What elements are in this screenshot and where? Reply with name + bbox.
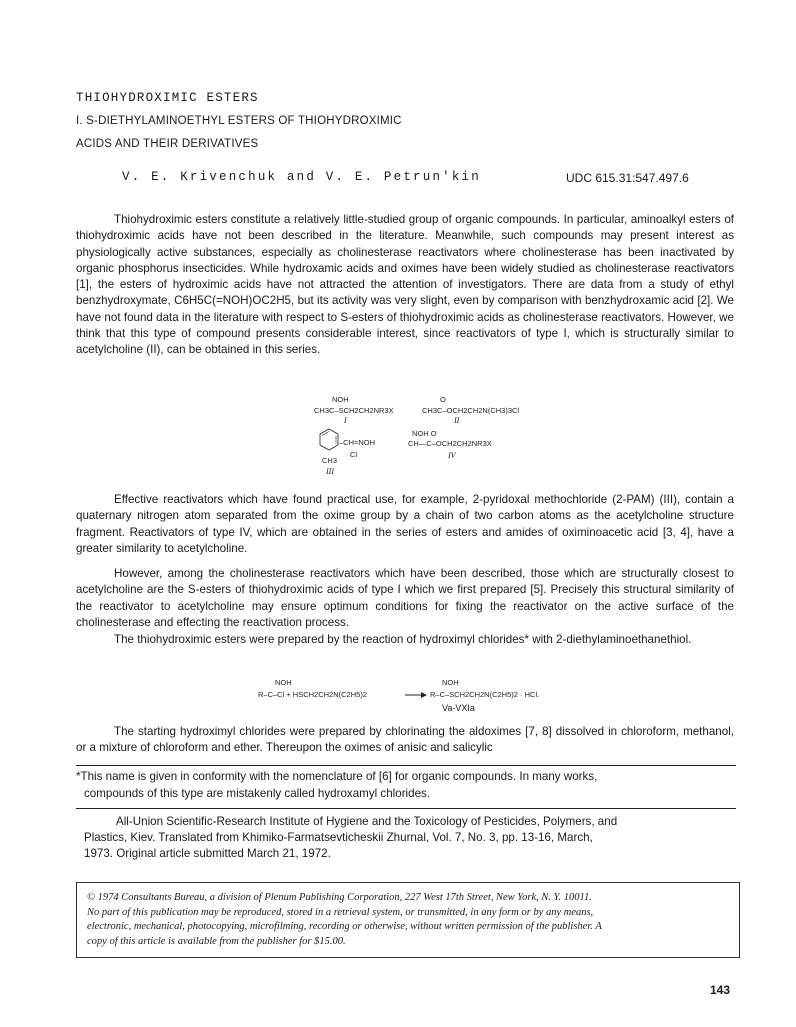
affiliation-line3: 1973. Original article submitted March 21, 1972. bbox=[84, 847, 331, 860]
paragraph-5-text: The starting hydroximyl chlorides were prepared by chlorinating the aldoximes [7, 8] dissolved in chloroform, methanol, or a mixture of chloroform and ether. Thereupon the oximes of anisic and salicylic bbox=[76, 725, 734, 755]
paragraph-1 bbox=[76, 212, 734, 359]
footnote-rule bbox=[76, 765, 736, 766]
paragraph-3 bbox=[76, 566, 734, 631]
paragraph-2-block bbox=[76, 492, 734, 557]
structure-3-label: III bbox=[326, 467, 334, 476]
reaction-arrow-icon bbox=[404, 691, 428, 699]
paragraph-1-text: Thiohydroximic esters constitute a relatively little-studied group of organic compounds. In particular, aminoalkyl esters of thiohydroximic acids have not been described in the literature. Meanwhile, such compounds may present interest as physiologically active substances, especially as cholinesterase reactivators where cholinesterase has been inactivated by organic phosphorus insecticides. While hydroxamic acids and oximes have been widely studied as cholinesterase reactivators [1], the esters of hydroximic acids have not attracted the attention of investigators. There are data from a study of ethyl benzhydroxymate, C6H5C(=NOH)OC2H5, but its activity was very slight, even by comparison with benzhydroxamic acid [2]. We have not found data in the literature with respect to S-esters of thiohydroximic acids as cholinesterase reactivators. However, we think that this type of compound presents considerable interest, since reactivators of type I, which is structurally similar to acetylcholine (II), can be obtained in this series. bbox=[76, 213, 734, 357]
structure-3-methyl: CH3 bbox=[322, 456, 338, 465]
reaction-right-top: NOH bbox=[442, 678, 459, 687]
reaction-left: R–C–Cl + HSCH2CH2N(C2H5)2 bbox=[258, 690, 367, 699]
udc-code: UDC 615.31:547.497.6 bbox=[566, 171, 689, 185]
affiliation-line2: Plastics, Kiev. Translated from Khimiko-Farmatsevticheskii Zhurnal, Vol. 7, No. 3, pp. 13-16, March, bbox=[84, 831, 593, 844]
reaction-left-top: NOH bbox=[275, 678, 292, 687]
reaction-scheme bbox=[258, 678, 578, 718]
page-number: 143 bbox=[710, 983, 731, 997]
paragraph-3-block bbox=[76, 566, 734, 631]
article-title: THIOHYDROXIMIC ESTERS bbox=[76, 91, 259, 105]
structure-1-top: NOH bbox=[332, 395, 349, 404]
paragraph-4-text: The thiohydroximic esters were prepared by the reaction of hydroximyl chlorides* with 2-diethylaminoethanethiol. bbox=[114, 633, 692, 646]
paragraph-2-text: Effective reactivators which have found practical use, for example, 2-pyridoxal methochloride (2-PAM) (III), contain a quaternary nitrogen atom separated from the oxime group by a chain of two carbon atoms as the acetylcholine structure fragment. Reactivators of type IV, which are obtained in the series of esters and amides of oximinoacetic acid [3, 4], have a greater similarity to acetylcholine. bbox=[76, 493, 734, 555]
article-subtitle-line1: I. S-DIETHYLAMINOETHYL ESTERS OF THIOHYDROXIMIC bbox=[76, 115, 402, 127]
structure-2: CH3C–OCH2CH2N(CH3)3Cl bbox=[422, 406, 520, 415]
copyright-box bbox=[76, 882, 740, 958]
structure-2-top: O bbox=[440, 395, 446, 404]
copyright-line4: copy of this article is available from the publisher for $15.00. bbox=[87, 935, 346, 947]
structure-4: CH—C–OCH2CH2NR3X bbox=[408, 439, 492, 448]
reaction-right: R–C–SCH2CH2N(C2H5)2 · HCl. bbox=[430, 690, 540, 699]
structure-3: –CH=NOH bbox=[339, 438, 376, 447]
paragraph-1-block bbox=[76, 212, 734, 359]
footnote-line1: *This name is given in conformity with the nomenclature of [6] for organic compounds. In many works, bbox=[76, 770, 598, 783]
pyridine-ring-icon bbox=[318, 428, 340, 454]
footnote-line2: compounds of this type are mistakenly called hydroxamyl chlorides. bbox=[84, 787, 431, 800]
paragraph-3-text: However, among the cholinesterase reactivators which have been described, those which are structurally closest to acetylcholine are the S-esters of thiohydroximic acids of type I which we first prepared [5]. Precisely this structural similarity of the reactivator to acetylcholine may ensure optimum conditions for fixing the reactivator on the active surface of the cholinesterase and effecting the reactivation process. bbox=[76, 567, 734, 629]
paragraph-4-block bbox=[76, 632, 734, 648]
affiliation-line1: All-Union Scientific-Research Institute of Hygiene and the Toxicology of Pesticides, Polymers, and bbox=[116, 815, 618, 828]
structure-1-label: I bbox=[344, 416, 347, 425]
structure-4-top: NOH O bbox=[412, 429, 437, 438]
paragraph-5 bbox=[76, 724, 734, 757]
copyright-line2: No part of this publication may be reproduced, stored in a retrieval system, or transmitted, in any form or by any means, bbox=[87, 906, 594, 918]
structure-2-label: II bbox=[454, 416, 460, 425]
article-subtitle-line2: ACIDS AND THEIR DERIVATIVES bbox=[76, 138, 259, 150]
structure-1: CH3C–SCH2CH2NR3X bbox=[314, 406, 394, 415]
authors: V. E. Krivenchuk and V. E. Petrun'kin bbox=[122, 170, 481, 184]
copyright-line1: © 1974 Consultants Bureau, a division of Plenum Publishing Corporation, 227 West 17th Street, New York, N. Y. 10011. bbox=[87, 892, 592, 903]
structure-4-label: IV bbox=[448, 451, 456, 460]
affiliation-rule bbox=[76, 808, 736, 809]
paragraph-5-block bbox=[76, 724, 734, 757]
paragraph-2 bbox=[76, 492, 734, 557]
copyright-line3: electronic, mechanical, photocopying, microfilming, recording or otherwise, without written permission of the publisher. A bbox=[87, 921, 602, 932]
structures-figure bbox=[312, 395, 520, 485]
structure-3-chloride: Cl bbox=[350, 450, 358, 459]
reaction-label: Va-VXIa bbox=[442, 703, 475, 713]
paragraph-4 bbox=[76, 632, 734, 648]
